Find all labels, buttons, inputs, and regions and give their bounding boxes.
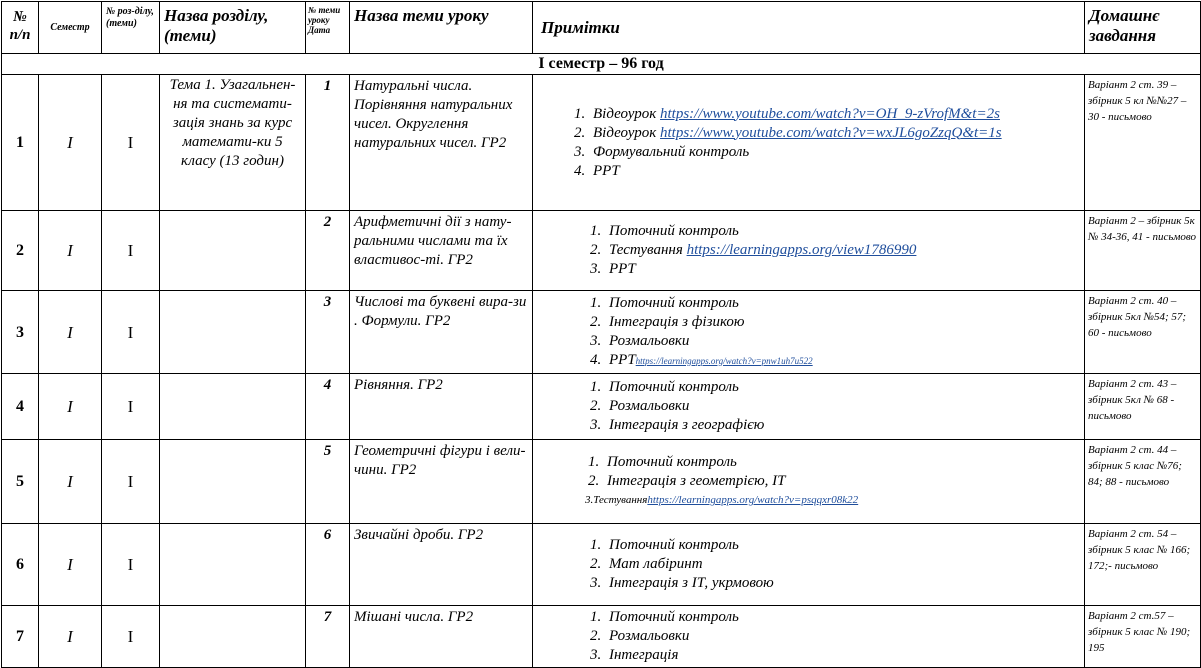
- row-number: 7: [2, 606, 39, 668]
- row-lesson-no: 2: [306, 211, 350, 291]
- table-row: [2, 606, 1201, 668]
- row-semester: I: [39, 524, 102, 606]
- notes-extra-text: 3.Тестування: [585, 494, 648, 506]
- header-lesson-name: Назва теми уроку: [350, 2, 533, 54]
- notes-item-text: Тестування: [609, 242, 687, 258]
- header-lesson-no: № теми уроку Дата: [306, 2, 350, 54]
- notes-item: [605, 222, 1080, 241]
- row-section-no: I: [102, 75, 160, 211]
- row-lesson-no: 7: [306, 606, 350, 668]
- row-lesson-no: 3: [306, 291, 350, 374]
- row-section-no: I: [102, 374, 160, 440]
- row-lesson-name: Арифметичні дії з нату-ральними числами та їх властивос-ті. ГР2: [350, 211, 533, 291]
- row-lesson-no: 4: [306, 374, 350, 440]
- notes-item: [605, 241, 1080, 260]
- notes-item: [605, 294, 1080, 313]
- row-notes: [533, 440, 1085, 524]
- row-homework: Варіант 2 ст. 44 – збірник 5 клас №76; 84; 88 - письмово: [1085, 440, 1201, 524]
- header-notes: Примітки: [533, 2, 1085, 54]
- row-section-no: I: [102, 211, 160, 291]
- notes-item: [605, 378, 1080, 397]
- table-row: [2, 524, 1201, 606]
- row-notes: [533, 606, 1085, 668]
- notes-item: [605, 627, 1080, 646]
- row-homework: Варіант 2 ст. 39 – збірник 5 кл №№27 – 30 - письмово: [1085, 75, 1201, 211]
- notes-item: [605, 260, 1080, 279]
- row-semester: I: [39, 291, 102, 374]
- row-number: 6: [2, 524, 39, 606]
- row-section-name: [160, 606, 306, 668]
- table-row: [2, 374, 1201, 440]
- notes-link[interactable]: https://learningapps.org/view1786990: [686, 242, 917, 258]
- row-homework: Варіант 2 ст. 43 – збірник 5кл № 68 - письмово: [1085, 374, 1201, 440]
- semester-row: [2, 54, 1201, 75]
- row-notes: [533, 75, 1085, 211]
- row-number: 4: [2, 374, 39, 440]
- notes-item-text: Розмальовки: [609, 398, 690, 414]
- notes-item-text: Інтеграція з фізикою: [609, 313, 745, 330]
- row-lesson-no: 6: [306, 524, 350, 606]
- row-number: 1: [2, 75, 39, 211]
- table-row: [2, 440, 1201, 524]
- curriculum-table: [1, 1, 1201, 668]
- header-no: № п/п: [2, 2, 39, 54]
- row-number: 2: [2, 211, 39, 291]
- notes-list: [537, 294, 1080, 371]
- header-homework: Домашнє завдання: [1085, 2, 1201, 54]
- table-row: [2, 211, 1201, 291]
- row-lesson-no: 1: [306, 75, 350, 211]
- notes-item: [589, 143, 1080, 162]
- notes-list: [537, 536, 1080, 593]
- notes-link[interactable]: https://www.youtube.com/watch?v=OH_9-zVrofM&t=2s: [660, 105, 1000, 122]
- row-lesson-name: Числові та буквені вира-зи . Формули. ГР2: [350, 291, 533, 374]
- row-section-no: I: [102, 524, 160, 606]
- row-homework: Варіант 2 – збірник 5к № 34-36, 41 - письмово: [1085, 211, 1201, 291]
- notes-item: [589, 124, 1080, 143]
- row-lesson-no: 5: [306, 440, 350, 524]
- header-section-no: № роз-ділу, (теми): [102, 2, 160, 54]
- notes-item: [605, 332, 1080, 351]
- notes-link[interactable]: https://www.youtube.com/watch?v=wxJL6goZzqQ&t=1s: [660, 124, 1002, 141]
- notes-item-text: Відеоурок: [593, 124, 660, 141]
- notes-item: [589, 162, 1080, 181]
- row-semester: I: [39, 211, 102, 291]
- notes-list: [537, 222, 1080, 279]
- header-semester: Семестр: [39, 2, 102, 54]
- notes-list: [537, 378, 1080, 435]
- notes-item-text: Поточний контроль: [609, 379, 739, 395]
- notes-item-text: Інтеграція з географією: [609, 417, 765, 433]
- notes-item: [605, 313, 1080, 332]
- notes-item-text: Відеоурок: [593, 105, 660, 122]
- notes-link[interactable]: https://learningapps.org/watch?v=pnw1uh7u522: [635, 355, 813, 366]
- table-row: [2, 291, 1201, 374]
- row-lesson-name: Натуральні числа. Порівняння натуральних чисел. Округлення натуральних чисел. ГР2: [350, 75, 533, 211]
- notes-item-text: Поточний контроль: [609, 294, 739, 311]
- header-section-name: Назва розділу, (теми): [160, 2, 306, 54]
- notes-item-text: РРТ: [609, 261, 636, 277]
- notes-item: [605, 416, 1080, 435]
- notes-item-text: Поточний контроль: [609, 537, 739, 553]
- notes-item: [603, 453, 1080, 472]
- notes-link[interactable]: https://learningapps.org/watch?v=psqqxr08k22: [647, 494, 859, 506]
- header-row: [2, 2, 1201, 54]
- row-notes: [533, 374, 1085, 440]
- notes-item: [603, 472, 1080, 491]
- row-section-no: I: [102, 606, 160, 668]
- notes-item-text: Інтеграція з ІТ, укрмовою: [609, 575, 774, 591]
- notes-item-text: Інтеграція з геометрією, ІТ: [607, 473, 786, 489]
- row-section-name: [160, 440, 306, 524]
- row-notes: [533, 211, 1085, 291]
- notes-item: [605, 536, 1080, 555]
- notes-item-text: Поточний контроль: [609, 609, 739, 625]
- row-homework: Варіант 2 ст. 54 – збірник 5 клас № 166; 172;- письмово: [1085, 524, 1201, 606]
- row-homework: Варіант 2 ст. 40 – збірник 5кл №54; 57; 60 - письмово: [1085, 291, 1201, 374]
- notes-item-text: Поточний контроль: [607, 454, 737, 470]
- row-lesson-name: Мішані числа. ГР2: [350, 606, 533, 668]
- row-section-name: Тема 1. Узагальнен-ня та системати-зація знань за курс математи-ки 5 класу (13 годин): [160, 75, 306, 211]
- row-section-name: [160, 524, 306, 606]
- row-semester: I: [39, 606, 102, 668]
- notes-item: [605, 397, 1080, 416]
- row-semester: I: [39, 440, 102, 524]
- notes-item-text: Інтеграція: [609, 647, 679, 663]
- notes-item: [605, 351, 1080, 371]
- row-homework: Варіант 2 ст.57 – збірник 5 клас № 190; 195: [1085, 606, 1201, 668]
- notes-item-text: Розмальовки: [609, 332, 690, 349]
- row-semester: I: [39, 374, 102, 440]
- notes-item: [605, 574, 1080, 593]
- notes-list: [537, 105, 1080, 181]
- notes-item: [605, 608, 1080, 627]
- row-notes: [533, 291, 1085, 374]
- table-row: [2, 75, 1201, 211]
- row-notes: [533, 524, 1085, 606]
- notes-extra: [537, 491, 1080, 510]
- notes-item: [605, 646, 1080, 665]
- notes-item-text: РРТ: [609, 351, 636, 368]
- row-lesson-name: Рівняння. ГР2: [350, 374, 533, 440]
- notes-list: [537, 453, 1080, 491]
- notes-item: [605, 555, 1080, 574]
- notes-item-text: Мат лабіринт: [609, 556, 703, 572]
- notes-item-text: Розмальовки: [609, 628, 690, 644]
- row-section-name: [160, 211, 306, 291]
- row-section-no: I: [102, 440, 160, 524]
- row-section-no: I: [102, 291, 160, 374]
- notes-item-text: Формувальний контроль: [593, 143, 750, 160]
- notes-item-text: РРТ: [593, 162, 620, 179]
- row-semester: I: [39, 75, 102, 211]
- notes-item: [589, 105, 1080, 124]
- row-section-name: [160, 374, 306, 440]
- row-lesson-name: Геометричні фігури і вели-чини. ГР2: [350, 440, 533, 524]
- row-number: 5: [2, 440, 39, 524]
- row-section-name: [160, 291, 306, 374]
- notes-list: [537, 608, 1080, 665]
- notes-item-text: Поточний контроль: [609, 223, 739, 239]
- row-lesson-name: Звичайні дроби. ГР2: [350, 524, 533, 606]
- semester-title: I семестр – 96 год: [2, 54, 1201, 75]
- row-number: 3: [2, 291, 39, 374]
